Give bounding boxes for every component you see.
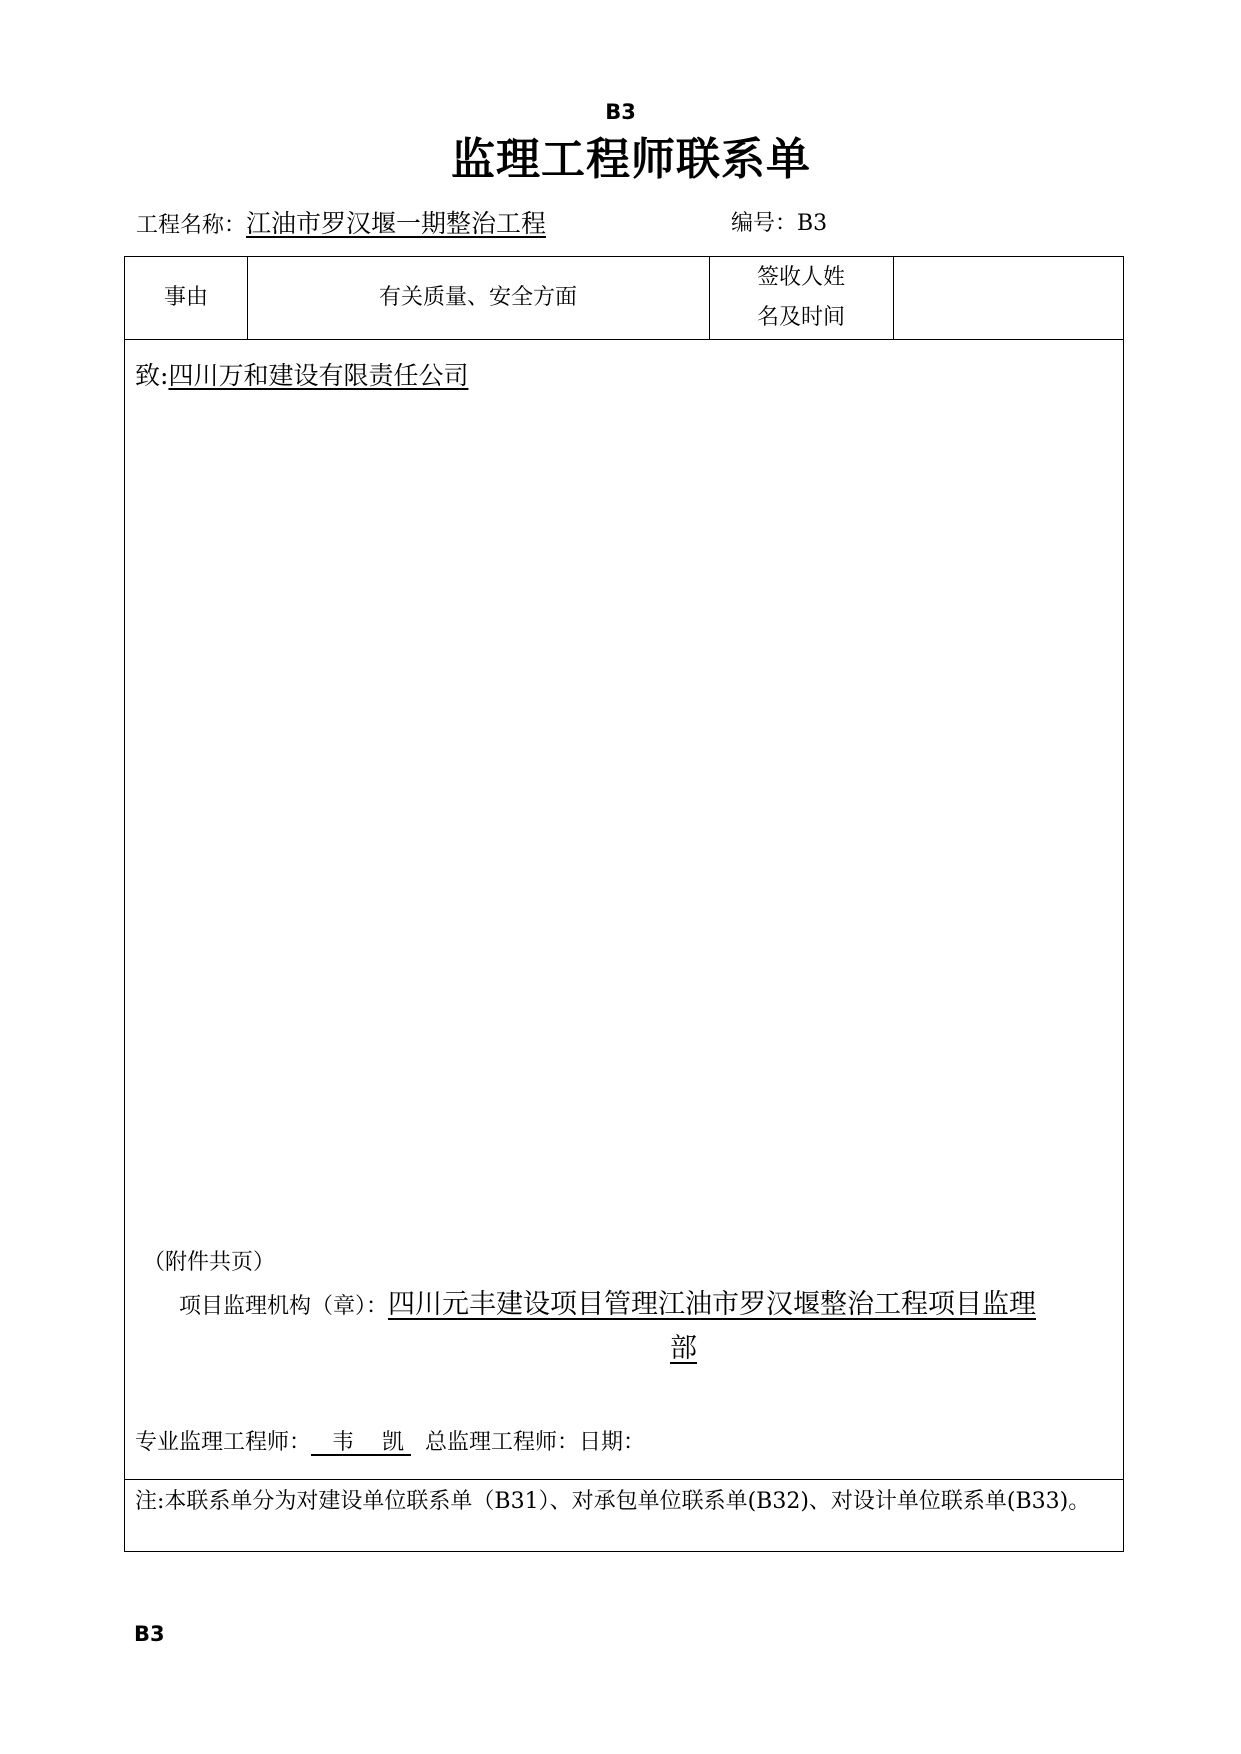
addressee-company: 四川万和建设有限责任公司 — [168, 361, 469, 390]
org-name: 四川元丰建设项目管理江油市罗汉堰整治工程项目监理 — [388, 1289, 1037, 1320]
supervision-org-line — [179, 1283, 1119, 1329]
project-line — [136, 208, 546, 242]
receiver-label — [709, 257, 893, 339]
number-label: 编号： — [731, 211, 798, 236]
receiver-label-line2: 名及时间 — [756, 305, 845, 330]
divider — [125, 1479, 1123, 1480]
org-label: 项目监理机构（章）： — [179, 1294, 389, 1319]
signature-line — [135, 1423, 645, 1463]
receiver-value — [893, 257, 1123, 339]
date-label: 日期： — [578, 1430, 645, 1455]
footnote: 注:本联系单分为对建设单位联系单（B31）、对承包单位联系单(B32)、对设计单位联系单(B33)。 — [135, 1489, 1091, 1514]
specialist-label: 专业监理工程师： — [135, 1430, 312, 1455]
project-name: 江油市罗汉堰一期整治工程 — [246, 209, 547, 238]
subject-label: 事由 — [163, 285, 208, 310]
form-code-bottom: B3 — [134, 1622, 165, 1646]
number-line — [731, 208, 827, 240]
project-label: 工程名称： — [136, 213, 247, 238]
subject-value: 有关质量、安全方面 — [378, 285, 577, 310]
form-table — [124, 256, 1124, 1552]
document-title: 监理工程师联系单 — [451, 134, 811, 185]
receiver-label-line1: 签收人姓 — [756, 265, 845, 290]
specialist-name: 韦 凯 — [311, 1430, 411, 1455]
addressee-prefix: 致: — [135, 361, 169, 390]
org-name-continued: 部 — [670, 1333, 697, 1364]
number-value: B3 — [797, 211, 828, 236]
attachments-note: （附件共页） — [143, 1250, 276, 1275]
divider — [125, 339, 1123, 340]
addressee-line — [135, 356, 468, 396]
chief-label: 总监理工程师： — [410, 1430, 579, 1455]
form-code-top: B3 — [605, 100, 636, 124]
